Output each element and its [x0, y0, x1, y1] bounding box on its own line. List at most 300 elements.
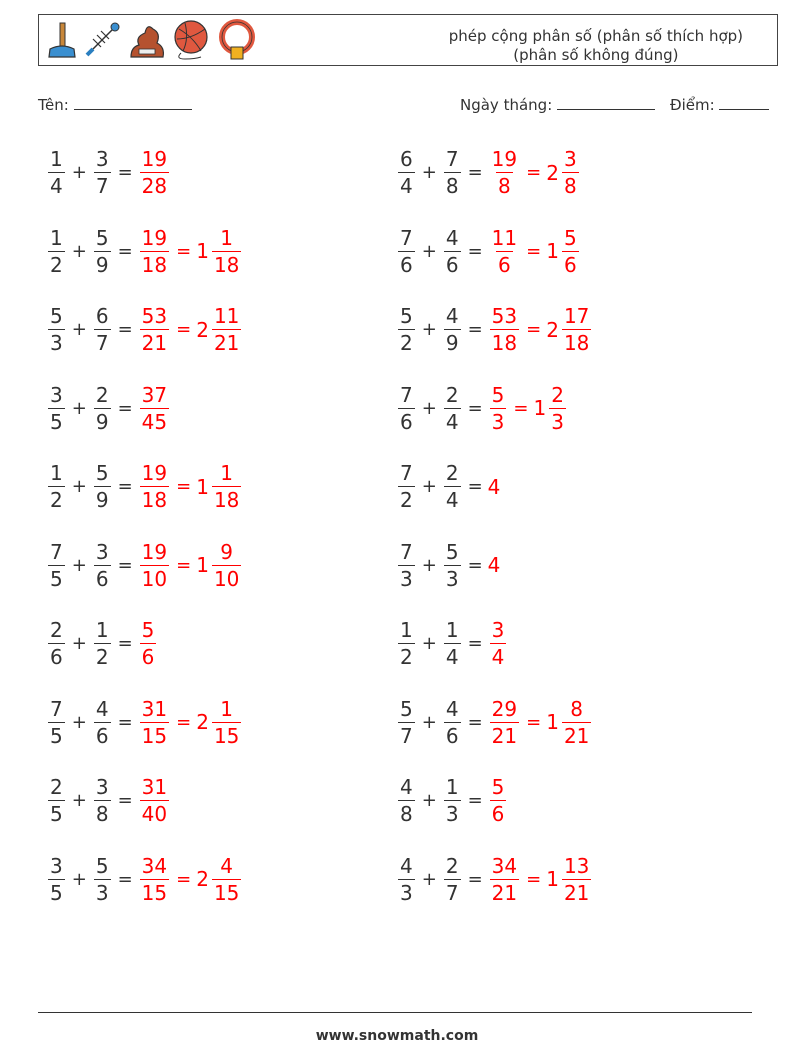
name-blank[interactable] — [74, 94, 192, 110]
equals-sign: = — [526, 711, 542, 733]
numerator: 5 — [491, 775, 505, 799]
mixed-whole: 2 — [196, 867, 209, 891]
equals-sign: = — [467, 868, 483, 890]
denominator: 10 — [141, 566, 168, 591]
denominator: 18 — [141, 252, 168, 277]
name-field — [38, 94, 192, 114]
denominator: 4 — [445, 409, 459, 434]
denominator: 10 — [213, 566, 240, 591]
denominator: 5 — [50, 566, 63, 591]
answer — [488, 303, 594, 356]
denominator: 3 — [400, 880, 413, 905]
equals-sign: = — [117, 319, 133, 340]
numerator: 4 — [220, 853, 234, 878]
numerator: 5 — [95, 853, 109, 878]
equals-sign: = — [467, 711, 483, 733]
numerator: 9 — [220, 539, 234, 564]
denominator: 6 — [491, 802, 505, 826]
equals-sign: = — [117, 554, 133, 576]
mixed-fraction — [562, 696, 591, 749]
equals-sign: = — [117, 633, 133, 654]
numerator: 2 — [50, 618, 63, 642]
addend-fraction — [398, 382, 415, 435]
denominator: 7 — [95, 174, 109, 198]
numerator: 4 — [400, 775, 413, 799]
mixed-fraction — [212, 539, 241, 592]
date-field — [460, 94, 655, 114]
equals-sign: = — [117, 162, 133, 183]
addend-fraction — [48, 853, 65, 906]
plus-sign: + — [421, 319, 437, 340]
denominator: 18 — [213, 488, 240, 512]
equals-sign: = — [176, 240, 192, 262]
plus-sign: + — [421, 868, 437, 890]
numerator: 4 — [95, 696, 109, 721]
numerator: 1 — [220, 461, 234, 485]
addend-fraction — [444, 617, 461, 670]
numerator: 4 — [445, 696, 459, 721]
answer-fraction — [490, 696, 519, 749]
denominator: 9 — [445, 331, 459, 355]
numerator: 5 — [400, 696, 413, 721]
plus-sign: + — [421, 554, 437, 576]
addend-fraction — [94, 539, 111, 592]
mixed-fraction — [562, 853, 591, 906]
denominator: 7 — [95, 331, 109, 355]
answer — [138, 460, 244, 513]
equals-sign: = — [467, 476, 483, 497]
answer-fraction — [140, 146, 169, 199]
equals-sign: = — [467, 397, 483, 419]
denominator: 5 — [50, 409, 63, 434]
numerator: 5 — [445, 539, 459, 564]
denominator: 21 — [213, 331, 240, 355]
score-label: Điểm: — [670, 96, 715, 114]
numerator: 5 — [95, 225, 109, 250]
numerator: 2 — [445, 382, 459, 407]
answer — [488, 146, 581, 199]
equals-sign: = — [526, 868, 542, 890]
answer-fraction — [490, 617, 507, 670]
plus-sign: + — [421, 633, 437, 654]
answer-fraction — [490, 225, 519, 278]
numerator: 3 — [95, 147, 109, 171]
denominator: 6 — [50, 645, 63, 669]
answer-fraction — [140, 303, 169, 356]
addend-fraction — [48, 774, 65, 827]
plus-sign: + — [421, 397, 437, 419]
mixed-whole: 1 — [533, 396, 547, 420]
numerator: 13 — [563, 853, 590, 878]
problem-row — [46, 460, 243, 513]
numerator: 2 — [95, 382, 109, 407]
addend-fraction — [398, 696, 415, 749]
answer — [488, 617, 509, 670]
answer-whole: 4 — [487, 553, 501, 577]
numerator: 2 — [445, 461, 459, 485]
numerator: 31 — [141, 696, 168, 721]
denominator: 15 — [141, 880, 168, 905]
answer — [488, 382, 568, 435]
denominator: 4 — [491, 645, 505, 669]
plus-sign: + — [71, 633, 87, 654]
icon-strip — [45, 19, 259, 63]
footer-url: www.snowmath.com — [315, 1028, 479, 1044]
denominator: 8 — [563, 174, 577, 198]
problem-row — [396, 225, 581, 278]
numerator: 5 — [400, 304, 413, 328]
problem-row — [46, 225, 243, 278]
denominator: 5 — [50, 880, 63, 905]
denominator: 5 — [50, 723, 63, 748]
numerator: 17 — [563, 304, 590, 328]
answer-fraction — [140, 539, 169, 592]
answer-fraction — [140, 617, 157, 670]
addend-fraction — [48, 617, 65, 670]
mixed-whole: 1 — [546, 710, 559, 734]
plus-sign: + — [71, 554, 87, 576]
numerator: 53 — [491, 304, 518, 328]
addend-fraction — [444, 460, 461, 513]
numerator: 19 — [141, 539, 168, 564]
problem-row — [46, 853, 243, 906]
numerator: 19 — [491, 147, 518, 171]
numerator: 53 — [141, 304, 168, 328]
numerator: 34 — [141, 853, 168, 878]
denominator: 6 — [445, 723, 459, 748]
denominator: 6 — [95, 723, 109, 748]
numerator: 2 — [551, 382, 564, 407]
problem-row — [396, 382, 568, 435]
answer-fraction — [140, 460, 169, 513]
problem-row — [46, 382, 171, 435]
numerator: 6 — [95, 304, 109, 328]
addend-fraction — [444, 696, 461, 749]
answer-fraction — [490, 382, 507, 435]
numerator: 7 — [400, 539, 413, 564]
denominator: 2 — [95, 645, 109, 669]
answer-fraction — [140, 696, 169, 749]
plus-sign: + — [421, 476, 437, 497]
plus-sign: + — [421, 711, 437, 733]
answer-fraction — [140, 853, 169, 906]
problem-row — [46, 303, 243, 356]
answer — [138, 696, 244, 749]
numerator: 2 — [50, 775, 63, 799]
numerator: 7 — [50, 696, 63, 721]
denominator: 21 — [491, 880, 518, 905]
addend-fraction — [444, 539, 461, 592]
addend-fraction — [94, 774, 111, 827]
denominator: 18 — [563, 331, 590, 355]
title-line-1: phép cộng phân số (phân số thích hợp) — [448, 27, 743, 45]
plus-sign: + — [71, 319, 87, 340]
numerator: 19 — [141, 461, 168, 485]
numerator: 3 — [95, 539, 109, 564]
answer — [138, 225, 244, 278]
mixed-whole: 1 — [196, 474, 209, 499]
numerator: 11 — [213, 304, 240, 328]
numerator: 7 — [445, 147, 459, 171]
addend-fraction — [398, 303, 415, 356]
addend-fraction — [94, 853, 111, 906]
equals-sign: = — [176, 711, 192, 733]
mixed-fraction — [562, 303, 591, 356]
numerator: 31 — [141, 775, 168, 799]
numerator: 3 — [491, 618, 505, 642]
dog-poop-icon — [127, 19, 167, 61]
denominator: 21 — [563, 880, 590, 905]
answer — [488, 853, 594, 906]
problem-row — [396, 774, 508, 827]
denominator: 8 — [498, 174, 511, 198]
plus-sign: + — [71, 476, 87, 497]
denominator: 9 — [95, 409, 109, 434]
addend-fraction — [444, 303, 461, 356]
plus-sign: + — [421, 240, 437, 262]
addend-fraction — [48, 539, 65, 592]
equals-sign: = — [467, 790, 483, 811]
addend-fraction — [48, 146, 65, 199]
mixed-whole: 1 — [196, 553, 209, 577]
denominator: 6 — [400, 409, 413, 434]
addend-fraction — [444, 382, 461, 435]
numerator: 5 — [141, 618, 155, 642]
numerator: 5 — [95, 461, 109, 485]
addend-fraction — [398, 225, 415, 278]
equals-sign: = — [117, 397, 133, 419]
worksheet-header — [38, 14, 778, 66]
numerator: 4 — [400, 853, 413, 878]
numerator: 1 — [50, 225, 63, 250]
denominator: 6 — [400, 252, 413, 277]
denominator: 8 — [95, 802, 109, 826]
numerator: 5 — [563, 225, 577, 250]
equals-sign: = — [117, 240, 133, 262]
problem-row — [46, 696, 243, 749]
equals-sign: = — [176, 554, 192, 576]
problem-row — [46, 539, 243, 592]
mixed-whole: 2 — [196, 317, 209, 342]
mixed-whole: 2 — [196, 710, 209, 734]
denominator: 4 — [400, 174, 413, 198]
answer — [138, 303, 244, 356]
denominator: 28 — [141, 174, 168, 198]
problem-row — [46, 774, 171, 827]
denominator: 21 — [141, 331, 168, 355]
equals-sign: = — [467, 319, 483, 340]
equals-sign: = — [513, 397, 529, 419]
denominator: 2 — [400, 488, 413, 512]
addend-fraction — [94, 696, 111, 749]
numerator: 37 — [141, 382, 168, 407]
equals-sign: = — [117, 476, 133, 497]
numerator: 7 — [400, 225, 413, 250]
denominator: 18 — [491, 331, 518, 355]
plus-sign: + — [71, 790, 87, 811]
mixed-whole: 1 — [546, 239, 559, 263]
answer — [138, 382, 171, 435]
denominator: 6 — [95, 566, 109, 591]
answer — [138, 774, 171, 827]
denominator: 6 — [563, 252, 577, 277]
numerator: 6 — [400, 147, 413, 171]
addend-fraction — [94, 303, 111, 356]
denominator: 2 — [50, 252, 63, 277]
answer — [488, 553, 502, 577]
denominator: 4 — [445, 488, 459, 512]
numerator: 1 — [445, 618, 459, 642]
numerator: 2 — [445, 853, 459, 878]
answer — [488, 696, 594, 749]
yarn-ball-icon — [171, 19, 213, 61]
mixed-fraction — [212, 696, 241, 749]
numerator: 3 — [50, 382, 63, 407]
answer-fraction — [140, 225, 169, 278]
denominator: 3 — [95, 880, 109, 905]
denominator: 5 — [50, 802, 63, 826]
equals-sign: = — [176, 476, 192, 497]
numerator: 34 — [491, 853, 518, 878]
fish-bone-icon — [83, 19, 123, 61]
pet-collar-icon — [217, 19, 259, 61]
plus-sign: + — [71, 868, 87, 890]
denominator: 4 — [50, 174, 63, 198]
answer — [488, 774, 509, 827]
numerator: 1 — [220, 225, 234, 250]
denominator: 15 — [213, 723, 240, 748]
addend-fraction — [398, 460, 415, 513]
numerator: 7 — [50, 539, 63, 564]
denominator: 6 — [498, 252, 511, 277]
addend-fraction — [444, 146, 461, 199]
numerator: 4 — [445, 225, 459, 250]
numerator: 1 — [95, 618, 109, 642]
denominator: 3 — [551, 409, 564, 434]
equals-sign: = — [526, 162, 542, 183]
plus-sign: + — [71, 397, 87, 419]
worksheet-title — [449, 27, 743, 65]
plunger-icon — [45, 19, 79, 61]
numerator: 1 — [400, 618, 413, 642]
denominator: 9 — [95, 488, 109, 512]
denominator: 3 — [445, 802, 459, 826]
equals-sign: = — [117, 868, 133, 890]
numerator: 11 — [491, 225, 518, 250]
numerator: 1 — [445, 775, 459, 799]
problem-row — [396, 303, 593, 356]
answer — [488, 225, 581, 278]
numerator: 1 — [50, 461, 63, 485]
answer-fraction — [490, 774, 507, 827]
equals-sign: = — [176, 319, 192, 340]
addend-fraction — [94, 617, 111, 670]
addend-fraction — [398, 774, 415, 827]
denominator: 2 — [400, 645, 413, 669]
equals-sign: = — [117, 790, 133, 811]
numerator: 5 — [50, 304, 63, 328]
denominator: 21 — [563, 723, 590, 748]
title-line-2: (phân số không đúng) — [513, 46, 679, 64]
addend-fraction — [444, 774, 461, 827]
plus-sign: + — [71, 240, 87, 262]
problem-row — [396, 146, 581, 199]
denominator: 3 — [50, 331, 63, 355]
name-label: Tên: — [38, 96, 69, 114]
plus-sign: + — [421, 162, 437, 183]
mixed-fraction — [212, 853, 241, 906]
answer — [138, 617, 159, 670]
denominator: 45 — [141, 409, 168, 434]
problem-row — [396, 460, 501, 513]
mixed-whole: 1 — [546, 867, 559, 891]
denominator: 8 — [400, 802, 413, 826]
numerator: 19 — [141, 147, 168, 171]
plus-sign: + — [421, 790, 437, 811]
denominator: 7 — [400, 723, 413, 748]
problem-row — [396, 539, 501, 592]
addend-fraction — [444, 225, 461, 278]
addend-fraction — [94, 225, 111, 278]
problem-row — [396, 696, 593, 749]
numerator: 29 — [491, 696, 518, 721]
mixed-whole: 2 — [546, 160, 559, 185]
answer — [138, 146, 171, 199]
plus-sign: + — [71, 711, 87, 733]
denominator: 9 — [95, 252, 109, 277]
score-blank[interactable] — [719, 94, 769, 110]
addend-fraction — [94, 146, 111, 199]
footer-divider — [38, 1012, 752, 1013]
denominator: 40 — [141, 802, 168, 826]
problem-row — [46, 146, 171, 199]
mixed-fraction — [212, 225, 241, 278]
problem-row — [396, 617, 508, 670]
answer-fraction — [490, 853, 519, 906]
denominator: 18 — [213, 252, 240, 277]
addend-fraction — [94, 382, 111, 435]
denominator: 7 — [445, 880, 459, 905]
numerator: 7 — [400, 382, 413, 407]
mixed-whole: 1 — [196, 239, 209, 263]
problem-row — [46, 617, 158, 670]
denominator: 15 — [213, 880, 240, 905]
numerator: 5 — [491, 382, 505, 407]
addend-fraction — [48, 460, 65, 513]
addend-fraction — [444, 853, 461, 906]
mixed-fraction — [562, 146, 579, 199]
addend-fraction — [48, 225, 65, 278]
addend-fraction — [94, 460, 111, 513]
answer — [138, 539, 244, 592]
problem-row — [396, 853, 593, 906]
denominator: 18 — [141, 488, 168, 512]
date-blank[interactable] — [557, 94, 655, 110]
date-label: Ngày tháng: — [460, 96, 553, 114]
equals-sign: = — [526, 319, 542, 340]
numerator: 19 — [141, 225, 168, 250]
answer-fraction — [140, 382, 169, 435]
addend-fraction — [48, 303, 65, 356]
denominator: 21 — [491, 723, 518, 748]
numerator: 3 — [563, 147, 577, 171]
answer — [138, 853, 244, 906]
denominator: 6 — [141, 645, 155, 669]
equals-sign: = — [176, 868, 192, 890]
addend-fraction — [398, 853, 415, 906]
equals-sign: = — [467, 240, 483, 262]
numerator: 4 — [445, 304, 459, 328]
